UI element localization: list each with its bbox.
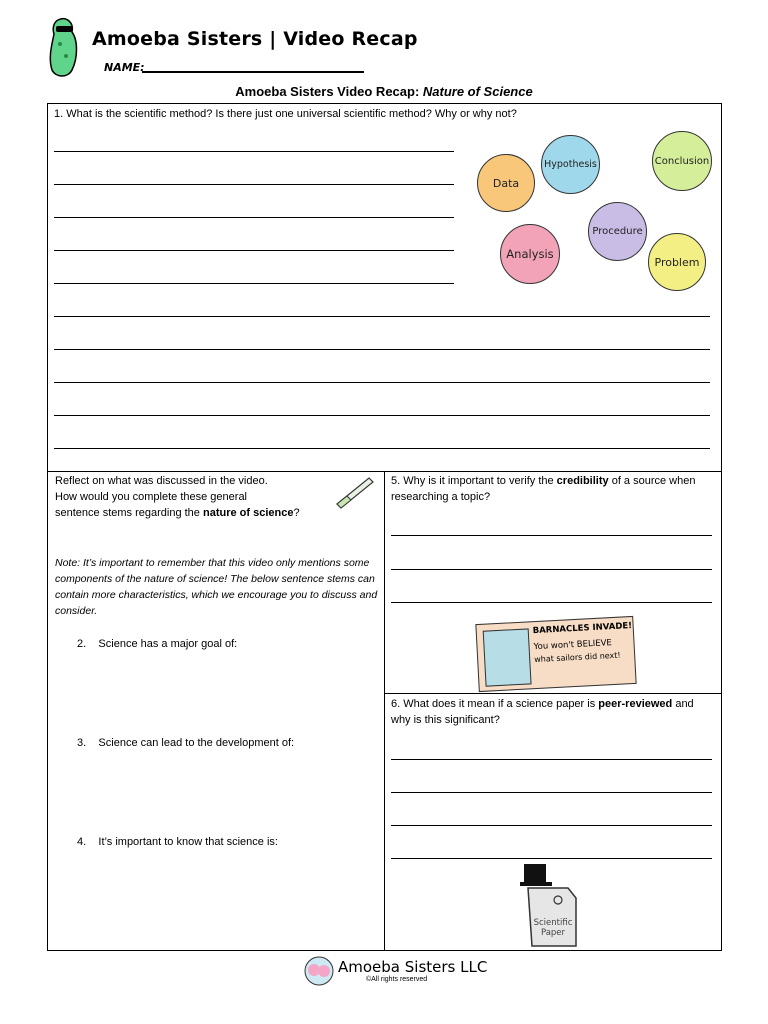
answer-line[interactable] <box>54 217 454 218</box>
bubble-analysis: Analysis <box>500 224 560 284</box>
answer-line[interactable] <box>54 382 710 383</box>
name-label: NAME: <box>104 61 145 74</box>
answer-line[interactable] <box>54 283 454 284</box>
paper-label: Scientific Paper <box>533 918 573 938</box>
answer-line[interactable] <box>54 250 454 251</box>
answer-line[interactable] <box>54 349 710 350</box>
answer-line[interactable] <box>391 569 712 570</box>
amoeba-mascot-logo <box>44 14 90 80</box>
answer-line[interactable] <box>391 759 712 760</box>
stem-item-4: 4. It’s important to know that science is: <box>77 836 278 848</box>
brand-title: Amoeba Sisters | Video Recap <box>92 28 418 50</box>
answer-line[interactable] <box>54 448 710 449</box>
newspaper-illustration <box>475 616 636 692</box>
reflect-note: Note: It’s important to remember that this video only mentions some components of the nature of science! The below sentence stems can contain more characteristics, which we encourage you to discuss and consider. <box>55 557 378 617</box>
footer-title: Amoeba Sisters LLC <box>338 958 488 976</box>
bubble-problem: Problem <box>648 233 706 291</box>
question-5: 5. Why is it important to verify the credibility of a source when researching a topic? <box>391 475 696 503</box>
answer-line[interactable] <box>391 602 712 603</box>
footer-copyright: ©All rights reserved <box>366 976 428 983</box>
column-divider <box>384 471 385 950</box>
reflect-intro: Reflect on what was discussed in the video. How would you complete these general sentence stems regarding the nature of science? <box>55 475 300 519</box>
page-title: Amoeba Sisters Video Recap: Nature of Science <box>235 84 533 99</box>
answer-line[interactable] <box>391 792 712 793</box>
section-divider <box>384 693 721 694</box>
answer-line[interactable] <box>54 415 710 416</box>
bubble-conclusion: Conclusion <box>652 131 712 191</box>
newspaper-line-1: You won't BELIEVE <box>533 638 613 653</box>
answer-line[interactable] <box>391 825 712 826</box>
bubble-procedure: Procedure <box>588 202 647 261</box>
answer-line[interactable] <box>54 151 454 152</box>
question-1: 1. What is the scientific method? Is there just one universal scientific method? Why or why not? <box>54 108 517 120</box>
answer-line[interactable] <box>391 535 712 536</box>
test-tube-icon <box>333 474 377 510</box>
amoeba-sisters-logo <box>304 956 334 986</box>
stem-item-3: 3. Science can lead to the development of: <box>77 737 295 749</box>
answer-line[interactable] <box>391 858 712 859</box>
bubble-hypothesis: Hypothesis <box>541 135 600 194</box>
bubble-data: Data <box>477 154 535 212</box>
answer-line[interactable] <box>54 316 710 317</box>
question-6: 6. What does it mean if a science paper is peer-reviewed and why is this significant? <box>391 698 694 726</box>
answer-line[interactable] <box>54 184 454 185</box>
newspaper-line-2: what sailors did next! <box>534 650 621 665</box>
barnacle-image <box>483 628 532 686</box>
newspaper-headline: BARNACLES INVADE! <box>532 620 633 637</box>
stem-item-2: 2. Science has a major goal of: <box>77 638 238 650</box>
name-field[interactable] <box>142 71 364 73</box>
